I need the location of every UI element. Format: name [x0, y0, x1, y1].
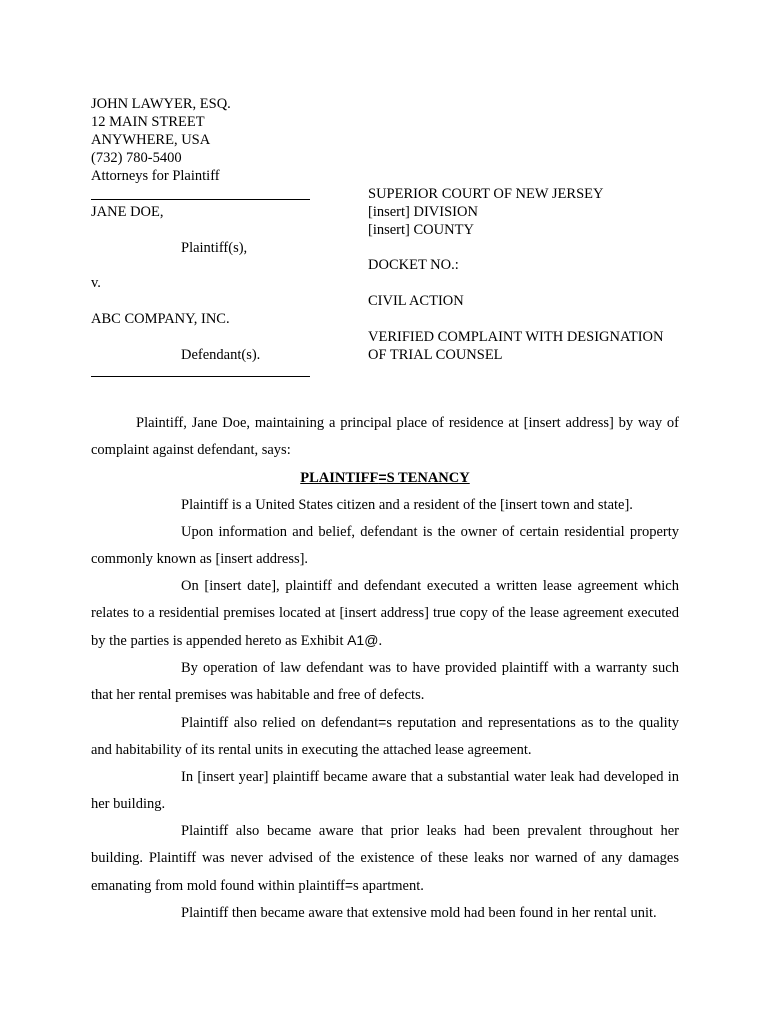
section-heading [91, 464, 679, 492]
paragraph-3-text: On [insert date], plaintiff and defendant executed a written lease agreement which relates to a residential premises located at [insert address] true copy of the lease agreement executed by the parties is appended hereto as Exhibit [91, 578, 679, 649]
attorney-phone: (732) 780-5400 [91, 150, 182, 166]
paragraph-5-symbol: = [378, 714, 387, 730]
attorney-role: Attorneys for Plaintiff [91, 168, 220, 184]
court-name: SUPERIOR COURT OF NEW JERSEY [368, 186, 604, 202]
exhibit-reference: A1@ [347, 632, 379, 648]
plaintiff-name: JANE DOE, [91, 204, 164, 220]
paragraph-7-post: s apartment. [353, 878, 424, 894]
civil-action: CIVIL ACTION [368, 293, 464, 309]
plaintiff-label: Plaintiff(s), [181, 240, 248, 256]
heading-text-pre: PLAINTIFF [300, 470, 379, 486]
complaint-title-line2: OF TRIAL COUNSEL [368, 347, 503, 363]
versus: v. [91, 275, 101, 291]
attorney-city: ANYWHERE, USA [91, 132, 211, 148]
paragraph-7-pre: Plaintiff also became aware that prior leaks had been prevalent throughout her building. Plaintiff was never advised of the existence of these leaks nor warned of any damages emanating from mold found within plaintiff [91, 823, 679, 894]
docket-number: DOCKET NO.: [368, 257, 459, 273]
heading-text-post: S TENANCY [386, 470, 470, 486]
attorney-name: JOHN LAWYER, ESQ. [91, 96, 231, 112]
paragraph-8: Plaintiff then became aware that extensive mold had been found in her rental unit. [181, 905, 657, 921]
intro-paragraph: Plaintiff, Jane Doe, maintaining a principal place of residence at [insert address] by way of complaint against defendant, says: [91, 415, 679, 458]
heading-symbol: = [378, 469, 387, 485]
paragraph-4: By operation of law defendant was to have provided plaintiff with a warranty such that her rental premises was habitable and free of defects. [91, 660, 679, 703]
paragraph-1: Plaintiff is a United States citizen and a resident of the [insert town and state]. [181, 497, 633, 513]
paragraph-5-pre: Plaintiff also relied on defendant [181, 715, 379, 731]
complaint-title-line1: VERIFIED COMPLAINT WITH DESIGNATION [368, 329, 664, 345]
paragraph-3-end: . [378, 633, 383, 649]
defendant-name: ABC COMPANY, INC. [91, 311, 230, 327]
court-county: [insert] COUNTY [368, 222, 474, 238]
court-division: [insert] DIVISION [368, 204, 478, 220]
paragraph-5-post: s reputation and representations as to the quality and habitability of its rental units in executing the attached lease agreement. [91, 715, 679, 758]
paragraph-7-symbol: = [344, 877, 354, 893]
paragraph-3 [91, 573, 679, 655]
complaint-body [91, 410, 679, 927]
defendant-label: Defendant(s). [181, 347, 261, 363]
caption-top-rule [91, 199, 310, 200]
paragraph-6: In [insert year] plaintiff became aware that a substantial water leak had developed in her building. [91, 769, 679, 812]
caption-bottom-rule [91, 376, 310, 377]
paragraph-2: Upon information and belief, defendant is the owner of certain residential property commonly known as [insert address]. [91, 524, 679, 567]
paragraph-7 [91, 818, 679, 900]
attorney-street: 12 MAIN STREET [91, 114, 205, 130]
paragraph-5 [91, 709, 679, 764]
